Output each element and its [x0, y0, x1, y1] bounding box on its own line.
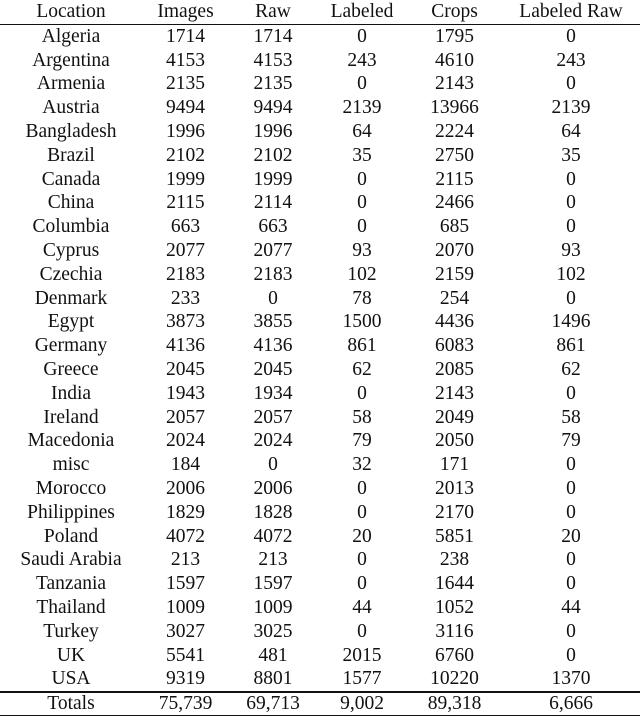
cell-raw: 1828	[253, 501, 293, 523]
table-row	[0, 310, 640, 334]
cell-raw: 0	[268, 454, 278, 476]
cell-labeled-raw: 0	[566, 168, 576, 190]
cell-location: Czechia	[39, 263, 103, 285]
cell-crops: 1052	[435, 596, 474, 618]
cell-labeled: 0	[357, 216, 367, 238]
table-row	[0, 525, 640, 549]
cell-labeled-raw: 0	[566, 287, 576, 309]
cell-labeled: 102	[347, 263, 377, 285]
cell-location: Germany	[34, 335, 108, 357]
cell-crops: 2085	[435, 358, 474, 380]
cell-crops: 1795	[435, 25, 474, 47]
cell-labeled-raw: 861	[556, 335, 586, 357]
cell-labeled-raw: 0	[566, 25, 576, 47]
cell-labeled: 0	[357, 73, 367, 95]
column-header-images: Images	[142, 0, 229, 24]
table-row	[0, 429, 640, 453]
cell-raw: 4072	[253, 525, 293, 547]
cell-location: Poland	[43, 525, 99, 547]
column-header-labeled: Labeled	[317, 0, 407, 24]
cell-raw: 2024	[253, 430, 293, 452]
cell-crops: 2143	[435, 73, 474, 95]
table-row	[0, 453, 640, 477]
table-row	[0, 548, 640, 572]
cell-labeled: 58	[352, 406, 372, 428]
cell-location: Greece	[43, 358, 99, 380]
cell-crops: 2159	[435, 263, 474, 285]
cell-crops: 6760	[435, 644, 474, 666]
cell-labeled-raw: 102	[556, 263, 586, 285]
cell-raw: 1009	[253, 596, 293, 618]
cell-images: 2006	[166, 477, 205, 499]
cell-location: UK	[56, 644, 86, 666]
cell-images: 4072	[166, 525, 205, 547]
cell-location: Cyprus	[42, 239, 100, 261]
totals-images: 75,739	[142, 692, 229, 716]
cell-raw: 1999	[253, 168, 293, 190]
cell-location: Algeria	[41, 25, 101, 47]
cell-crops: 2170	[435, 501, 474, 523]
table-row	[0, 96, 640, 120]
cell-crops: 1644	[435, 573, 474, 595]
cell-location: Thailand	[36, 596, 106, 618]
cell-crops: 2070	[435, 239, 474, 261]
cell-raw: 1714	[253, 25, 293, 47]
cell-location: Macedonia	[27, 430, 115, 452]
table-row	[0, 572, 640, 596]
column-header-labeled-raw: Labeled Raw	[502, 0, 640, 24]
cell-images: 2057	[166, 406, 205, 428]
table-row	[0, 501, 640, 525]
cell-crops: 2115	[435, 168, 474, 190]
cell-crops: 4610	[435, 49, 474, 71]
cell-images: 2135	[166, 73, 205, 95]
totals-labeled: 9,002	[317, 692, 407, 716]
cell-crops: 171	[439, 454, 470, 476]
cell-raw: 1934	[253, 382, 293, 404]
cell-crops: 238	[439, 549, 470, 571]
cell-images: 3027	[166, 620, 205, 642]
cell-raw: 663	[258, 216, 288, 238]
cell-crops: 254	[439, 287, 470, 309]
cell-crops: 2224	[435, 120, 474, 142]
cell-labeled: 2139	[342, 97, 382, 119]
cell-raw: 2077	[253, 239, 293, 261]
cell-location: Argentina	[32, 49, 110, 71]
totals-labeled-raw: 6,666	[502, 692, 640, 716]
column-header-raw: Raw	[229, 0, 317, 24]
cell-crops: 4436	[435, 311, 474, 333]
cell-labeled-raw: 0	[566, 454, 576, 476]
cell-crops: 2013	[435, 477, 474, 499]
cell-location: Turkey	[43, 620, 99, 642]
cell-raw: 481	[258, 644, 288, 666]
table-row	[0, 120, 640, 144]
cell-raw: 3025	[253, 620, 293, 642]
cell-raw: 2057	[253, 406, 293, 428]
table-row	[0, 191, 640, 215]
cell-labeled: 0	[357, 192, 367, 214]
cell-images: 9494	[166, 97, 205, 119]
table-row	[0, 620, 640, 644]
column-header-location: Location	[0, 0, 142, 24]
cell-labeled: 0	[357, 620, 367, 642]
cell-labeled-raw: 0	[566, 549, 576, 571]
cell-images: 1943	[166, 382, 205, 404]
table-row	[0, 239, 640, 263]
table-row	[0, 358, 640, 382]
cell-location: Saudi Arabia	[20, 549, 122, 571]
cell-images: 1714	[166, 25, 205, 47]
cell-labeled-raw: 0	[566, 192, 576, 214]
cell-images: 184	[170, 454, 201, 476]
cell-images: 1999	[166, 168, 205, 190]
table-row	[0, 72, 640, 96]
cell-labeled: 62	[352, 358, 372, 380]
cell-raw: 1597	[253, 573, 293, 595]
cell-labeled-raw: 58	[561, 406, 581, 428]
table-row	[0, 263, 640, 287]
cell-raw: 2135	[253, 73, 293, 95]
cell-images: 1597	[166, 573, 205, 595]
cell-labeled-raw: 1370	[551, 668, 591, 690]
cell-labeled-raw: 62	[561, 358, 581, 380]
cell-labeled: 243	[347, 49, 377, 71]
table-row	[0, 596, 640, 620]
cell-raw: 213	[258, 549, 288, 571]
cell-labeled-raw: 0	[566, 501, 576, 523]
cell-location: Philippines	[27, 501, 115, 523]
cell-labeled: 0	[357, 382, 367, 404]
cell-location: Denmark	[34, 287, 108, 309]
table-row	[0, 406, 640, 430]
cell-raw: 8801	[253, 668, 293, 690]
cell-labeled-raw: 93	[561, 239, 581, 261]
cell-images: 2115	[166, 192, 205, 214]
cell-labeled: 0	[357, 549, 367, 571]
cell-location: Brazil	[47, 144, 95, 166]
table-row	[0, 24, 640, 48]
cell-images: 1009	[166, 596, 205, 618]
table-row	[0, 334, 640, 358]
cell-labeled: 1577	[342, 668, 382, 690]
cell-labeled-raw: 79	[561, 430, 581, 452]
cell-raw: 9494	[253, 97, 293, 119]
cell-labeled-raw: 35	[561, 144, 581, 166]
cell-raw: 2102	[253, 144, 293, 166]
cell-location: Austria	[42, 97, 100, 119]
cell-labeled: 0	[357, 477, 367, 499]
cell-labeled: 0	[357, 501, 367, 523]
cell-images: 233	[170, 287, 201, 309]
cell-crops: 2750	[435, 144, 474, 166]
cell-images: 2102	[166, 144, 205, 166]
cell-labeled: 44	[352, 596, 372, 618]
cell-labeled: 35	[352, 144, 372, 166]
cell-images: 213	[170, 549, 201, 571]
cell-location: Tanzania	[35, 573, 107, 595]
cell-labeled-raw: 0	[566, 573, 576, 595]
cell-images: 3873	[166, 311, 205, 333]
table-row	[0, 287, 640, 311]
cell-labeled-raw: 0	[566, 216, 576, 238]
cell-raw: 2045	[253, 358, 293, 380]
cell-labeled-raw: 0	[566, 620, 576, 642]
cell-crops: 10220	[430, 668, 479, 690]
cell-labeled-raw: 243	[556, 49, 586, 71]
cell-labeled: 0	[357, 168, 367, 190]
table-row	[0, 667, 640, 692]
table-row	[0, 168, 640, 192]
cell-location: Bangladesh	[25, 120, 117, 142]
cell-raw: 2114	[253, 192, 293, 214]
cell-labeled: 64	[352, 120, 372, 142]
cell-location: USA	[51, 668, 91, 690]
table-row	[0, 49, 640, 73]
cell-labeled: 32	[352, 454, 372, 476]
cell-location: Ireland	[43, 406, 99, 428]
table-row	[0, 644, 640, 668]
cell-labeled: 1500	[342, 311, 382, 333]
cell-labeled-raw: 44	[561, 596, 581, 618]
cell-raw: 1996	[253, 120, 293, 142]
cell-raw: 2183	[253, 263, 293, 285]
cell-crops: 6083	[435, 335, 474, 357]
cell-location: Canada	[41, 168, 101, 190]
cell-raw: 2006	[253, 477, 293, 499]
cell-location: Armenia	[36, 73, 106, 95]
cell-labeled-raw: 0	[566, 477, 576, 499]
cell-crops: 685	[439, 216, 470, 238]
cell-location: misc	[52, 454, 90, 476]
table-row	[0, 477, 640, 501]
cell-location: Columbia	[32, 216, 110, 238]
cell-labeled: 2015	[342, 644, 382, 666]
cell-images: 2045	[166, 358, 205, 380]
cell-labeled-raw: 20	[561, 525, 581, 547]
table-row	[0, 215, 640, 239]
cell-crops: 2466	[435, 192, 474, 214]
table-row	[0, 144, 640, 168]
cell-location: China	[47, 192, 95, 214]
cell-labeled: 79	[352, 430, 372, 452]
cell-labeled: 0	[357, 25, 367, 47]
cell-crops: 2050	[435, 430, 474, 452]
totals-row	[0, 692, 640, 716]
cell-crops: 2049	[435, 406, 474, 428]
cell-labeled: 0	[357, 573, 367, 595]
totals-label: Totals	[0, 692, 142, 716]
cell-labeled-raw: 2139	[551, 97, 591, 119]
cell-crops: 5851	[435, 525, 474, 547]
cell-crops: 13966	[430, 97, 479, 119]
cell-images: 2077	[166, 239, 205, 261]
cell-images: 1829	[166, 501, 205, 523]
cell-images: 9319	[166, 668, 205, 690]
cell-labeled: 861	[347, 335, 377, 357]
cell-labeled-raw: 0	[566, 644, 576, 666]
totals-raw: 69,713	[229, 692, 317, 716]
cell-labeled-raw: 64	[561, 120, 581, 142]
cell-labeled: 78	[352, 287, 372, 309]
cell-images: 2024	[166, 430, 205, 452]
cell-images: 4136	[166, 335, 205, 357]
cell-labeled-raw: 0	[566, 73, 576, 95]
table-row	[0, 382, 640, 406]
cell-images: 2183	[166, 263, 205, 285]
totals-crops: 89,318	[407, 692, 502, 716]
cell-raw: 0	[268, 287, 278, 309]
header-row	[0, 0, 640, 24]
cell-labeled: 93	[352, 239, 372, 261]
cell-raw: 4136	[253, 335, 293, 357]
cell-labeled: 20	[352, 525, 372, 547]
cell-crops: 3116	[435, 620, 474, 642]
cell-images: 5541	[166, 644, 205, 666]
table-body	[0, 24, 640, 692]
cell-images: 4153	[166, 49, 205, 71]
cell-raw: 4153	[253, 49, 293, 71]
cell-location: Egypt	[47, 311, 95, 333]
cell-location: Morocco	[35, 477, 107, 499]
cell-images: 663	[170, 216, 201, 238]
cell-images: 1996	[166, 120, 205, 142]
cell-location: India	[50, 382, 92, 404]
cell-crops: 2143	[435, 382, 474, 404]
column-header-crops: Crops	[407, 0, 502, 24]
cell-labeled-raw: 0	[566, 382, 576, 404]
cell-raw: 3855	[253, 311, 293, 333]
cell-labeled-raw: 1496	[551, 311, 591, 333]
